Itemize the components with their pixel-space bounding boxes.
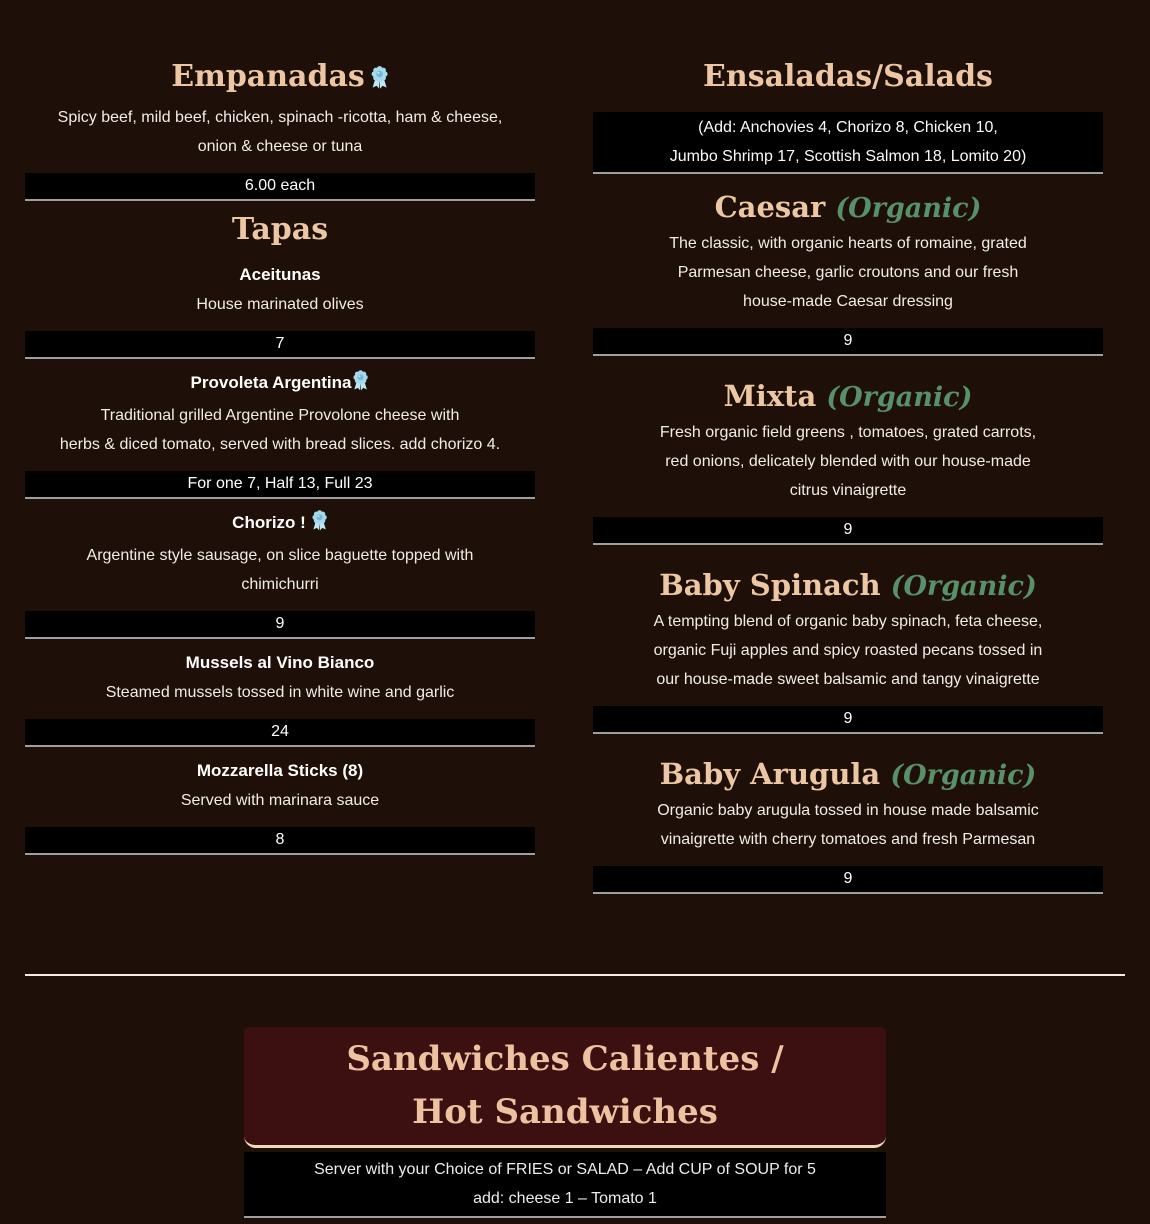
dish-description-line: House marinated olives — [196, 296, 364, 313]
dish-description-line: onion & cheese or tuna — [197, 138, 363, 155]
dish-description-line: Parmesan cheese, garlic croutons and our fresh — [677, 264, 1019, 281]
dish-description-line: Traditional grilled Argentine Provolone cheese with — [100, 407, 460, 424]
organic-label: (Organic) — [890, 571, 1037, 602]
empanadas-title: Empanadas — [171, 59, 365, 94]
dish-name — [25, 508, 535, 541]
dish-description-line: herbs & diced tomato, served with bread slices. add chorizo 4. — [59, 436, 501, 453]
dish-description-line: our house-made sweet balsamic and tangy vinaigrette — [656, 671, 1040, 688]
empanadas-description — [25, 103, 535, 161]
menu-columns — [0, 56, 1150, 894]
dish-name: Mozzarella Sticks (8) — [196, 761, 364, 780]
dish-name — [593, 754, 1103, 796]
dish-name: Aceitunas — [239, 265, 321, 284]
dish-description-line: vinaigrette with cherry tomatoes and fresh Parmesan — [660, 831, 1036, 848]
price-bar: 9 — [593, 866, 1103, 894]
price-bar: 7 — [25, 331, 535, 359]
price-bar: 24 — [25, 719, 535, 747]
organic-label: (Organic) — [826, 382, 973, 413]
sandwiches-title-line: Hot Sandwiches — [412, 1092, 718, 1132]
price-bar: 9 — [593, 706, 1103, 734]
price-bar: 9 — [25, 611, 535, 639]
dish-provoleta-argentina — [25, 368, 535, 499]
dish-description-line: Organic baby arugula tossed in house made balsamic — [657, 802, 1039, 819]
sandwiches-note — [244, 1152, 886, 1218]
dish-description-line: red onions, delicately blended with our house-made — [665, 453, 1031, 470]
dish-description-line: chimichurri — [241, 576, 319, 593]
award-ribbon-icon — [370, 59, 389, 101]
award-ribbon-icon — [352, 370, 369, 401]
sandwiches-title-line: Sandwiches Calientes / — [346, 1039, 784, 1079]
addons-line: Jumbo Shrimp 17, Scottish Salmon 18, Lomito 20) — [669, 148, 1027, 165]
sandwiches-banner — [244, 1027, 886, 1148]
dish-mussels — [25, 648, 535, 747]
dish-name-text: Baby Spinach — [659, 568, 881, 602]
dish-name-text: Provoleta Argentina — [190, 373, 352, 392]
dish-name — [593, 187, 1103, 229]
dish-description-line: Fresh organic field greens , tomatoes, grated carrots, — [659, 424, 1037, 441]
dish-description-line: house-made Caesar dressing — [743, 293, 953, 310]
organic-label: (Organic) — [890, 760, 1037, 791]
dish-name: Mussels al Vino Bianco — [185, 653, 375, 672]
sandwiches-note-line: Server with your Choice of FRIES or SALAD – Add CUP of SOUP for 5 — [314, 1161, 816, 1178]
award-ribbon-icon — [311, 510, 328, 541]
dish-name — [25, 368, 535, 401]
empanadas-heading — [25, 56, 535, 101]
dish-mozzarella-sticks — [25, 756, 535, 855]
addons-line: (Add: Anchovies 4, Chorizo 8, Chicken 10, — [698, 119, 998, 136]
dish-name-text: Baby Arugula — [659, 757, 881, 791]
dish-mixta — [593, 376, 1103, 545]
dish-description-line: Served with marinara sauce — [180, 792, 380, 809]
dish-description-line: The classic, with organic hearts of romaine, grated — [669, 235, 1027, 252]
dish-description-line: A tempting blend of organic baby spinach, feta cheese, — [653, 613, 1043, 630]
dish-aceitunas — [25, 260, 535, 359]
sandwiches-note-line: add: cheese 1 – Tomato 1 — [473, 1190, 657, 1207]
dish-description-line: Argentine style sausage, on slice baguette topped with — [86, 547, 474, 564]
price-bar: 6.00 each — [25, 173, 535, 201]
organic-label: (Organic) — [835, 193, 982, 224]
dish-caesar — [593, 187, 1103, 356]
price-bar: 8 — [25, 827, 535, 855]
right-column — [593, 56, 1103, 894]
price-bar: 9 — [593, 328, 1103, 356]
dish-chorizo — [25, 508, 535, 639]
salads-heading: Ensaladas/Salads — [703, 59, 993, 94]
price-bar: 9 — [593, 517, 1103, 545]
tapas-heading: Tapas — [231, 212, 329, 247]
dish-baby-arugula — [593, 754, 1103, 894]
dish-description-line: organic Fuji apples and spicy roasted pecans tossed in — [653, 642, 1043, 659]
dish-description-line: Spicy beef, mild beef, chicken, spinach -ricotta, ham & cheese, — [57, 109, 503, 126]
section-empanadas — [25, 56, 535, 201]
dish-description-line: Steamed mussels tossed in white wine and garlic — [105, 684, 455, 701]
section-divider — [25, 974, 1125, 976]
dish-name-text: Mixta — [723, 379, 817, 413]
dish-description-line: citrus vinaigrette — [789, 482, 907, 499]
salad-addons-note — [593, 112, 1103, 174]
price-bar: For one 7, Half 13, Full 23 — [25, 471, 535, 499]
dish-name-text: Caesar — [714, 190, 826, 224]
dish-name — [593, 376, 1103, 418]
dish-baby-spinach — [593, 565, 1103, 734]
dish-name-text: Chorizo ! — [232, 513, 306, 532]
left-column — [25, 56, 535, 855]
dish-name — [593, 565, 1103, 607]
